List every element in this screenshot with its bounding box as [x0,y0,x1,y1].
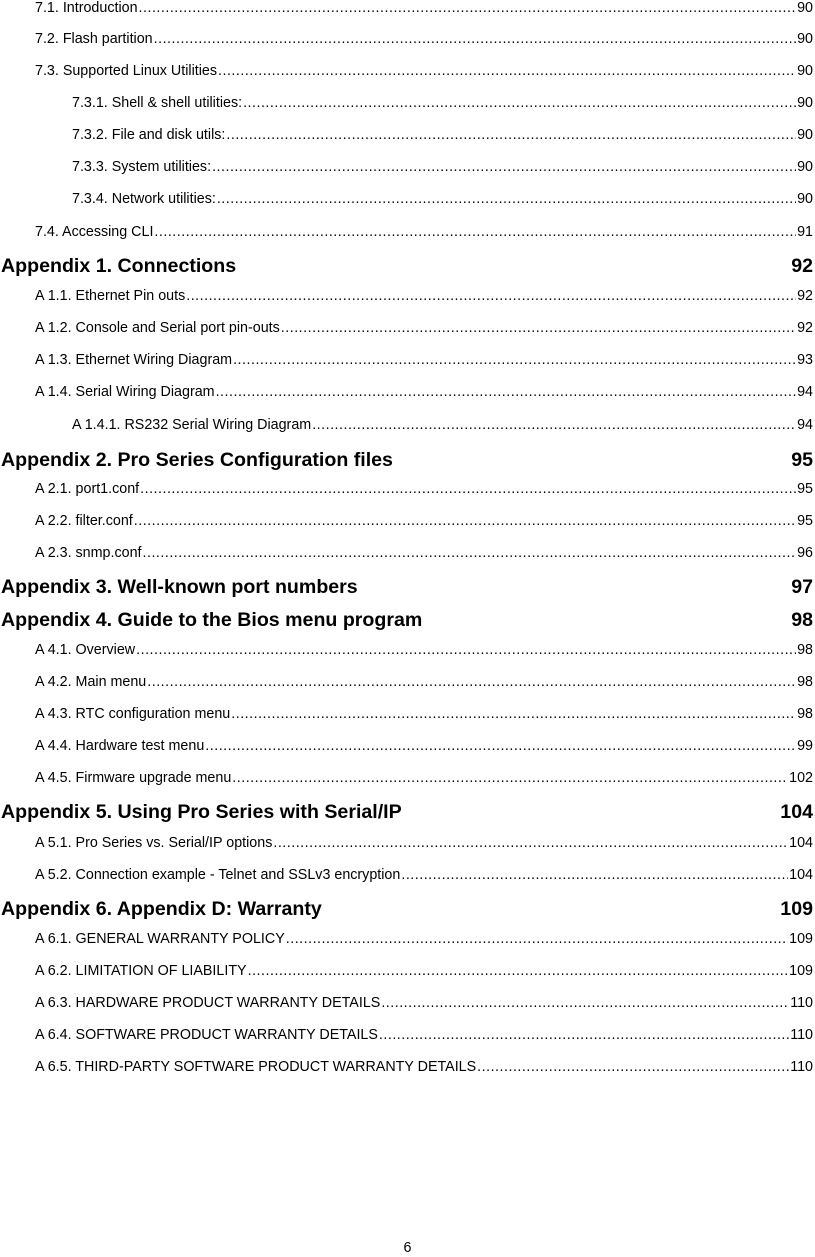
toc-entry-title: A 6.2. LIMITATION OF LIABILITY [35,963,247,979]
toc-entry-title: A 6.5. THIRD-PARTY SOFTWARE PRODUCT WARRANTY DETAILS [35,1059,477,1075]
toc-entry-page: 98 [797,642,813,658]
toc-appendix-heading[interactable] [1,253,813,279]
toc-dot-leader [281,318,796,338]
toc-entry[interactable] [35,961,813,981]
toc-entry-page: 98 [797,706,813,722]
toc-entry-title: A 6.4. SOFTWARE PRODUCT WARRANTY DETAILS [35,1027,378,1043]
toc-entry[interactable] [35,672,813,692]
toc-dot-leader [216,382,797,402]
toc-entry-page: 104 [789,835,813,851]
toc-appendix-title: Appendix 6. Appendix D: Warranty [1,898,322,920]
toc-entry[interactable] [35,511,813,531]
toc-dot-leader [232,768,788,788]
toc-appendix-heading[interactable] [1,574,813,600]
toc-entry-title: A 1.1. Ethernet Pin outs [35,288,186,304]
toc-entry-title: A 2.3. snmp.conf [35,545,142,561]
toc-appendix-title: Appendix 3. Well-known port numbers [1,576,358,598]
toc-entry[interactable] [35,479,813,499]
toc-entry[interactable] [35,382,813,402]
toc-entry-title: A 4.3. RTC configuration menu [35,706,231,722]
toc-appendix-page: 92 [791,255,813,277]
toc-entry-title: A 2.2. filter.conf [35,513,133,529]
toc-appendix-title: Appendix 5. Using Pro Series with Serial/IP [1,801,402,823]
toc-appendix-page: 98 [791,609,813,631]
toc-appendix-heading[interactable] [1,447,813,473]
toc-entry-title: A 1.4. Serial Wiring Diagram [35,384,215,400]
toc-entry-title: A 6.3. HARDWARE PRODUCT WARRANTY DETAILS [35,995,381,1011]
toc-appendix-heading[interactable] [1,896,813,922]
toc-entry[interactable] [72,157,813,177]
toc-entry[interactable] [35,833,813,853]
toc-dot-leader [147,672,796,692]
toc-appendix-page: 104 [780,801,813,823]
toc-entry-page: 90 [797,95,813,111]
toc-appendix-page: 95 [791,449,813,471]
toc-dot-leader [218,61,796,81]
toc-entry-page: 92 [797,288,813,304]
toc-entry[interactable] [35,0,813,18]
page-number: 6 [403,1240,412,1256]
toc-dot-leader [379,1025,789,1045]
toc-entry[interactable] [35,1025,813,1045]
toc-entry[interactable] [35,993,813,1013]
toc-dot-leader [401,865,788,885]
toc-dot-leader [273,833,788,853]
toc-entry-title: A 1.3. Ethernet Wiring Diagram [35,352,233,368]
toc-dot-leader [134,511,796,531]
toc-entry[interactable] [35,704,813,724]
toc-appendix-heading[interactable] [1,607,813,633]
toc-entry[interactable] [35,736,813,756]
toc-entry-title: A 5.2. Connection example - Telnet and SSLv3 encryption [35,867,401,883]
toc-dot-leader [205,736,796,756]
toc-entry-page: 109 [789,931,813,947]
toc-entry-title: A 1.4.1. RS232 Serial Wiring Diagram [72,417,312,433]
toc-entry-page: 109 [789,963,813,979]
toc-entry-page: 94 [797,417,813,433]
toc-entry-page: 90 [797,0,813,16]
toc-entry-page: 90 [797,63,813,79]
toc-entry-page: 110 [790,1027,813,1043]
toc-entry[interactable] [35,222,813,242]
toc-dot-leader [226,125,796,145]
toc-entry[interactable] [35,1057,813,1077]
toc-dot-leader [381,993,789,1013]
toc-appendix-title: Appendix 1. Connections [1,255,237,277]
toc-entry[interactable] [35,543,813,563]
toc-entry-title: 7.3.2. File and disk utils: [72,127,226,143]
toc-dot-leader [143,543,797,563]
toc-entry-title: A 4.5. Firmware upgrade menu [35,770,232,786]
toc-entry[interactable] [72,189,813,209]
toc-appendix-heading[interactable] [1,799,813,825]
toc-entry-title: A 1.2. Console and Serial port pin-outs [35,320,280,336]
toc-entry[interactable] [35,929,813,949]
toc-entry-title: 7.3.1. Shell & shell utilities: [72,95,243,111]
toc-entry-page: 110 [790,995,813,1011]
toc-appendix-title: Appendix 4. Guide to the Bios menu program [1,609,423,631]
toc-entry[interactable] [35,61,813,81]
toc-entry[interactable] [35,350,813,370]
toc-entry[interactable] [35,318,813,338]
toc-entry[interactable] [35,29,813,49]
toc-dot-leader [136,640,796,660]
toc-entry-title: 7.2. Flash partition [35,31,153,47]
toc-entry-title: A 4.2. Main menu [35,674,147,690]
toc-entry-page: 90 [797,191,813,207]
toc-appendix-page: 109 [780,898,813,920]
toc-entry-page: 98 [797,674,813,690]
toc-entry-title: 7.1. Introduction [35,0,138,16]
toc-dot-leader [477,1057,789,1077]
toc-entry-page: 110 [790,1059,813,1075]
toc-entry-title: 7.3.3. System utilities: [72,159,212,175]
toc-entry-title: 7.4. Accessing CLI [35,224,154,240]
toc-dot-leader [139,0,797,18]
toc-entry[interactable] [35,768,813,788]
toc-entry-title: A 4.1. Overview [35,642,136,658]
toc-dot-leader [186,286,796,306]
toc-dot-leader [154,29,796,49]
toc-entry-page: 96 [797,545,813,561]
toc-entry-title: A 5.1. Pro Series vs. Serial/IP options [35,835,273,851]
toc-appendix-title: Appendix 2. Pro Series Configuration files [1,449,393,471]
toc-dot-leader [286,929,788,949]
toc-entry-page: 102 [789,770,813,786]
toc-dot-leader [248,961,789,981]
toc-entry-page: 91 [797,224,813,240]
toc-entry-page: 104 [789,867,813,883]
toc-entry-title: A 6.1. GENERAL WARRANTY POLICY [35,931,285,947]
toc-entry-title: A 4.4. Hardware test menu [35,738,205,754]
toc-appendix-page: 97 [791,576,813,598]
toc-entry-page: 93 [797,352,813,368]
toc-entry[interactable] [35,286,813,306]
toc-dot-leader [233,350,796,370]
toc-entry[interactable] [35,865,813,885]
toc-entry-page: 95 [797,513,813,529]
toc-dot-leader [212,157,796,177]
toc-entry-page: 90 [797,31,813,47]
toc-entry[interactable] [72,125,813,145]
toc-entry-page: 92 [797,320,813,336]
toc-entry-page: 94 [797,384,813,400]
toc-entry-page: 90 [797,159,813,175]
toc-dot-leader [140,479,796,499]
toc-entry[interactable] [72,415,813,435]
toc-entry-title: 7.3. Supported Linux Utilities [35,63,217,79]
toc-entry-page: 90 [797,127,813,143]
toc-entry[interactable] [72,93,813,113]
toc-dot-leader [231,704,796,724]
toc-dot-leader [243,93,796,113]
toc-entry-page: 99 [797,738,813,754]
toc-entry[interactable] [35,640,813,660]
toc-dot-leader [217,189,796,209]
toc-entry-title: A 2.1. port1.conf [35,481,140,497]
toc-dot-leader [312,415,796,435]
toc-entry-page: 95 [797,481,813,497]
toc-entry-title: 7.3.4. Network utilities: [72,191,216,207]
toc-dot-leader [154,222,796,242]
